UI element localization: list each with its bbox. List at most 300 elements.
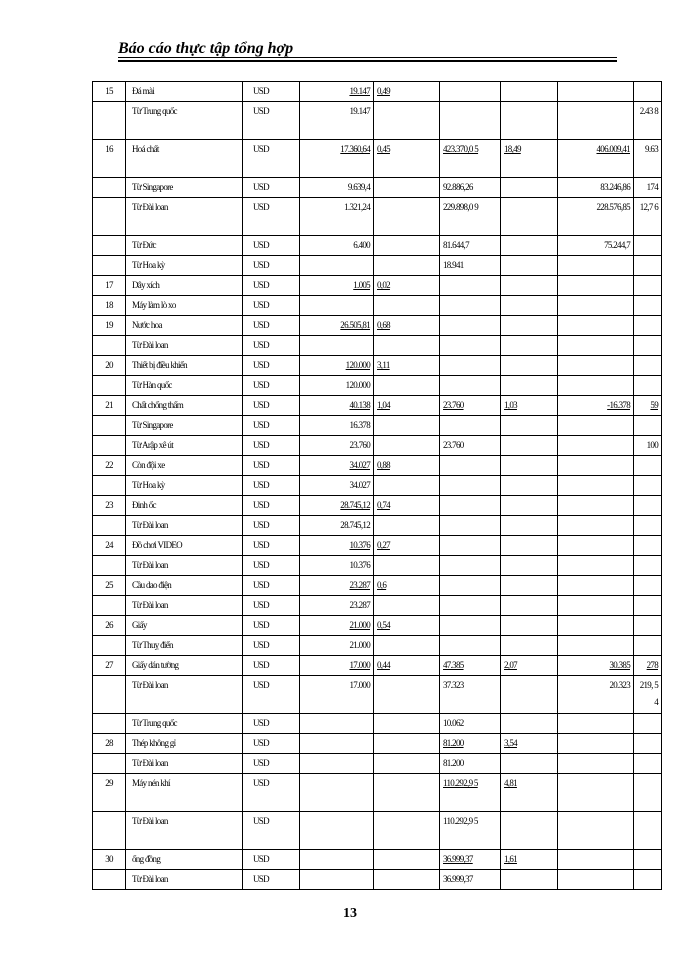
value-1-cell <box>300 714 374 734</box>
percent-1-cell: 0,27 <box>374 536 440 556</box>
value-1-cell <box>300 774 374 812</box>
row-number-cell <box>93 516 126 536</box>
ratio-cell <box>634 516 662 536</box>
ratio-cell <box>634 596 662 616</box>
import-data-table <box>92 81 662 890</box>
percent-1-cell <box>374 596 440 616</box>
ratio-cell <box>634 714 662 734</box>
percent-2-cell <box>501 178 558 198</box>
percent-1-cell <box>374 336 440 356</box>
table-row <box>93 576 662 596</box>
item-name-cell: Đinh ốc <box>126 496 243 516</box>
row-number-cell: 16 <box>93 140 126 178</box>
value-2-cell <box>440 296 501 316</box>
value-1-cell <box>300 296 374 316</box>
percent-1-cell <box>374 556 440 576</box>
item-name-cell: Đồ chơi VIDEO <box>126 536 243 556</box>
value-1-cell: 1.005 <box>300 276 374 296</box>
value-2-cell: 423.370,0 5 <box>440 140 501 178</box>
value-3-cell <box>558 476 634 496</box>
table-row <box>93 396 662 416</box>
item-name-cell: Chất chống thấm <box>126 396 243 416</box>
percent-1-cell <box>374 256 440 276</box>
percent-1-cell <box>374 476 440 496</box>
unit-cell: USD <box>243 556 300 576</box>
value-1-cell: 28.745,12 <box>300 516 374 536</box>
item-name-cell: Từ Đài loan <box>126 198 243 236</box>
table-row <box>93 656 662 676</box>
value-3-cell <box>558 436 634 456</box>
item-name-cell: Từ Hoa kỳ <box>126 256 243 276</box>
row-number-cell: 27 <box>93 656 126 676</box>
unit-cell: USD <box>243 596 300 616</box>
value-2-cell <box>440 102 501 140</box>
row-number-cell <box>93 336 126 356</box>
value-1-cell <box>300 754 374 774</box>
value-1-cell: 6.400 <box>300 236 374 256</box>
item-name-cell: ống đồng <box>126 850 243 870</box>
value-3-cell: 406.009,41 <box>558 140 634 178</box>
value-1-cell <box>300 336 374 356</box>
item-name-cell: Từ Đài loan <box>126 556 243 576</box>
percent-2-cell <box>501 82 558 102</box>
table-row <box>93 536 662 556</box>
percent-2-cell <box>501 596 558 616</box>
table-row <box>93 296 662 316</box>
row-number-cell <box>93 812 126 850</box>
table-row <box>93 316 662 336</box>
table-row <box>93 556 662 576</box>
unit-cell: USD <box>243 870 300 890</box>
percent-2-cell <box>501 636 558 656</box>
percent-2-cell <box>501 714 558 734</box>
unit-cell: USD <box>243 140 300 178</box>
value-3-cell <box>558 636 634 656</box>
percent-2-cell <box>501 236 558 256</box>
percent-2-cell <box>501 336 558 356</box>
row-number-cell: 28 <box>93 734 126 754</box>
item-name-cell: Từ Thuỵ điển <box>126 636 243 656</box>
percent-2-cell <box>501 316 558 336</box>
value-2-cell: 36.999,37 <box>440 850 501 870</box>
value-1-cell: 23.760 <box>300 436 374 456</box>
row-number-cell <box>93 714 126 734</box>
value-3-cell <box>558 714 634 734</box>
percent-2-cell <box>501 496 558 516</box>
row-number-cell <box>93 256 126 276</box>
percent-2-cell <box>501 812 558 850</box>
table-row <box>93 336 662 356</box>
ratio-cell <box>634 774 662 812</box>
table-row <box>93 616 662 636</box>
percent-2-cell <box>501 356 558 376</box>
table-row <box>93 734 662 754</box>
unit-cell: USD <box>243 456 300 476</box>
ratio-cell <box>634 336 662 356</box>
value-3-cell: 75.244,7 <box>558 236 634 256</box>
unit-cell: USD <box>243 198 300 236</box>
row-number-cell: 20 <box>93 356 126 376</box>
percent-1-cell <box>374 516 440 536</box>
value-3-cell <box>558 416 634 436</box>
value-2-cell <box>440 336 501 356</box>
percent-1-cell <box>374 236 440 256</box>
table-body <box>93 82 662 890</box>
value-1-cell <box>300 870 374 890</box>
value-3-cell: 20.323 <box>558 676 634 714</box>
percent-1-cell <box>374 714 440 734</box>
ratio-cell: 219, 54 <box>634 676 662 714</box>
percent-2-cell <box>501 870 558 890</box>
item-name-cell: Thiết bị điều khiển <box>126 356 243 376</box>
percent-1-cell <box>374 416 440 436</box>
value-3-cell <box>558 576 634 596</box>
unit-cell: USD <box>243 356 300 376</box>
value-2-cell: 92.886,26 <box>440 178 501 198</box>
table-row <box>93 456 662 476</box>
page-header-title: Báo cáo thực tập tổng hợp <box>118 40 294 57</box>
value-3-cell <box>558 316 634 336</box>
percent-1-cell <box>374 436 440 456</box>
table-row <box>93 516 662 536</box>
table-row <box>93 850 662 870</box>
value-1-cell: 21.000 <box>300 636 374 656</box>
value-1-cell: 17.000 <box>300 676 374 714</box>
item-name-cell: Giấy dán tường <box>126 656 243 676</box>
item-name-cell: Từ Hoa kỳ <box>126 476 243 496</box>
percent-2-cell: 2,07 <box>501 656 558 676</box>
ratio-cell <box>634 376 662 396</box>
ratio-cell: 174 <box>634 178 662 198</box>
table-row <box>93 276 662 296</box>
table-row <box>93 178 662 198</box>
value-1-cell: 10.376 <box>300 536 374 556</box>
percent-2-cell <box>501 536 558 556</box>
unit-cell: USD <box>243 850 300 870</box>
table-row <box>93 140 662 178</box>
value-1-cell: 16.378 <box>300 416 374 436</box>
ratio-cell: 9.63 <box>634 140 662 178</box>
row-number-cell: 15 <box>93 82 126 102</box>
table-row <box>93 754 662 774</box>
value-2-cell: 81.644,7 <box>440 236 501 256</box>
value-3-cell <box>558 734 634 754</box>
item-name-cell: Đá mài <box>126 82 243 102</box>
unit-cell: USD <box>243 774 300 812</box>
value-3-cell <box>558 870 634 890</box>
unit-cell: USD <box>243 336 300 356</box>
percent-1-cell: 0,44 <box>374 656 440 676</box>
row-number-cell <box>93 676 126 714</box>
value-3-cell <box>558 102 634 140</box>
ratio-cell <box>634 576 662 596</box>
value-2-cell: 229.898,0 9 <box>440 198 501 236</box>
value-3-cell <box>558 596 634 616</box>
percent-1-cell: 1,04 <box>374 396 440 416</box>
value-3-cell <box>558 82 634 102</box>
percent-1-cell <box>374 636 440 656</box>
unit-cell: USD <box>243 812 300 850</box>
value-3-cell <box>558 456 634 476</box>
ratio-cell: 100 <box>634 436 662 456</box>
value-3-cell <box>558 536 634 556</box>
row-number-cell: 29 <box>93 774 126 812</box>
value-2-cell: 81.200 <box>440 734 501 754</box>
percent-1-cell: 0,02 <box>374 276 440 296</box>
percent-2-cell <box>501 296 558 316</box>
row-number-cell <box>93 636 126 656</box>
item-name-cell: Dây xích <box>126 276 243 296</box>
value-1-cell: 120.000 <box>300 376 374 396</box>
ratio-cell <box>634 496 662 516</box>
value-2-cell: 10.062 <box>440 714 501 734</box>
header-rule <box>118 57 617 58</box>
value-3-cell <box>558 356 634 376</box>
value-1-cell <box>300 256 374 276</box>
value-2-cell <box>440 456 501 476</box>
item-name-cell: Từ Trung quốc <box>126 714 243 734</box>
row-number-cell: 22 <box>93 456 126 476</box>
percent-2-cell <box>501 754 558 774</box>
table-row <box>93 82 662 102</box>
row-number-cell: 17 <box>93 276 126 296</box>
row-number-cell <box>93 376 126 396</box>
table-row <box>93 596 662 616</box>
row-number-cell: 18 <box>93 296 126 316</box>
table-row <box>93 714 662 734</box>
item-name-cell: Cầu dao điện <box>126 576 243 596</box>
value-2-cell <box>440 636 501 656</box>
header-rule-thick <box>118 60 617 62</box>
row-number-cell <box>93 870 126 890</box>
percent-1-cell: 3,11 <box>374 356 440 376</box>
value-2-cell <box>440 476 501 496</box>
table-row <box>93 416 662 436</box>
unit-cell: USD <box>243 102 300 140</box>
ratio-cell <box>634 636 662 656</box>
unit-cell: USD <box>243 316 300 336</box>
value-3-cell <box>558 754 634 774</box>
percent-2-cell <box>501 436 558 456</box>
percent-2-cell <box>501 416 558 436</box>
percent-2-cell <box>501 556 558 576</box>
value-2-cell <box>440 516 501 536</box>
value-1-cell: 17.360,64 <box>300 140 374 178</box>
value-3-cell <box>558 850 634 870</box>
unit-cell: USD <box>243 496 300 516</box>
row-number-cell <box>93 556 126 576</box>
table-row <box>93 676 662 714</box>
value-1-cell: 23.287 <box>300 596 374 616</box>
percent-2-cell <box>501 456 558 476</box>
unit-cell: USD <box>243 714 300 734</box>
table-row <box>93 436 662 456</box>
ratio-cell <box>634 316 662 336</box>
percent-1-cell <box>374 754 440 774</box>
table-row <box>93 256 662 276</box>
ratio-cell: 12,7 6 <box>634 198 662 236</box>
unit-cell: USD <box>243 616 300 636</box>
percent-1-cell <box>374 812 440 850</box>
percent-2-cell: 3,54 <box>501 734 558 754</box>
page-number: 13 <box>343 906 357 921</box>
value-2-cell: 110.292,9 5 <box>440 812 501 850</box>
table-row <box>93 356 662 376</box>
unit-cell: USD <box>243 376 300 396</box>
table-row <box>93 376 662 396</box>
percent-2-cell <box>501 576 558 596</box>
item-name-cell: Từ Trung quốc <box>126 102 243 140</box>
unit-cell: USD <box>243 276 300 296</box>
value-1-cell <box>300 850 374 870</box>
table-row <box>93 870 662 890</box>
unit-cell: USD <box>243 516 300 536</box>
value-1-cell: 23.287 <box>300 576 374 596</box>
value-3-cell: 83.246,86 <box>558 178 634 198</box>
value-2-cell <box>440 376 501 396</box>
value-3-cell <box>558 616 634 636</box>
item-name-cell: Từ Singapore <box>126 178 243 198</box>
percent-1-cell <box>374 870 440 890</box>
value-3-cell <box>558 296 634 316</box>
value-2-cell <box>440 276 501 296</box>
ratio-cell <box>634 236 662 256</box>
value-1-cell: 10.376 <box>300 556 374 576</box>
ratio-cell <box>634 556 662 576</box>
table-row <box>93 496 662 516</box>
percent-1-cell <box>374 296 440 316</box>
percent-2-cell <box>501 676 558 714</box>
percent-2-cell: 1,61 <box>501 850 558 870</box>
unit-cell: USD <box>243 536 300 556</box>
percent-2-cell: 1,03 <box>501 396 558 416</box>
item-name-cell: Từ Đức <box>126 236 243 256</box>
value-3-cell <box>558 336 634 356</box>
item-name-cell: Máy làm lò xo <box>126 296 243 316</box>
ratio-cell <box>634 82 662 102</box>
percent-2-cell <box>501 276 558 296</box>
percent-1-cell <box>374 676 440 714</box>
row-number-cell: 23 <box>93 496 126 516</box>
value-2-cell: 23.760 <box>440 436 501 456</box>
value-1-cell: 17.000 <box>300 656 374 676</box>
value-2-cell <box>440 536 501 556</box>
ratio-cell <box>634 754 662 774</box>
value-3-cell <box>558 812 634 850</box>
unit-cell: USD <box>243 676 300 714</box>
ratio-cell <box>634 476 662 496</box>
ratio-cell: 278 <box>634 656 662 676</box>
table-row <box>93 636 662 656</box>
unit-cell: USD <box>243 416 300 436</box>
row-number-cell: 25 <box>93 576 126 596</box>
value-3-cell: 30.385 <box>558 656 634 676</box>
row-number-cell <box>93 436 126 456</box>
value-2-cell <box>440 82 501 102</box>
ratio-cell: 59 <box>634 396 662 416</box>
ratio-cell <box>634 356 662 376</box>
value-2-cell <box>440 556 501 576</box>
item-name-cell: Từ Singapore <box>126 416 243 436</box>
percent-1-cell: 0,88 <box>374 456 440 476</box>
percent-1-cell <box>374 198 440 236</box>
row-number-cell <box>93 198 126 236</box>
percent-1-cell <box>374 774 440 812</box>
ratio-cell <box>634 616 662 636</box>
value-3-cell <box>558 774 634 812</box>
value-2-cell <box>440 616 501 636</box>
percent-1-cell: 0,45 <box>374 140 440 178</box>
value-2-cell: 47.385 <box>440 656 501 676</box>
percent-2-cell <box>501 376 558 396</box>
item-name-cell: Máy nén khí <box>126 774 243 812</box>
value-1-cell <box>300 734 374 754</box>
value-3-cell <box>558 276 634 296</box>
unit-cell: USD <box>243 396 300 416</box>
value-3-cell: -16.378 <box>558 396 634 416</box>
table-row <box>93 812 662 850</box>
value-2-cell: 81.200 <box>440 754 501 774</box>
value-1-cell: 9.639,4 <box>300 178 374 198</box>
percent-2-cell <box>501 256 558 276</box>
value-3-cell <box>558 376 634 396</box>
ratio-cell <box>634 850 662 870</box>
percent-1-cell: 0,54 <box>374 616 440 636</box>
value-2-cell <box>440 576 501 596</box>
percent-1-cell <box>374 734 440 754</box>
percent-1-cell: 0,6 <box>374 576 440 596</box>
percent-2-cell <box>501 102 558 140</box>
table-row <box>93 774 662 812</box>
table-row <box>93 198 662 236</box>
value-2-cell: 37.323 <box>440 676 501 714</box>
ratio-cell <box>634 536 662 556</box>
unit-cell: USD <box>243 636 300 656</box>
percent-1-cell: 0,49 <box>374 82 440 102</box>
row-number-cell: 26 <box>93 616 126 636</box>
value-3-cell <box>558 556 634 576</box>
unit-cell: USD <box>243 82 300 102</box>
value-2-cell: 110.292,9 5 <box>440 774 501 812</box>
percent-1-cell <box>374 376 440 396</box>
item-name-cell: Từ Đài loan <box>126 754 243 774</box>
value-2-cell: 23.760 <box>440 396 501 416</box>
ratio-cell <box>634 296 662 316</box>
item-name-cell: Từ Đài loan <box>126 870 243 890</box>
row-number-cell <box>93 596 126 616</box>
row-number-cell <box>93 178 126 198</box>
item-name-cell: Thép không gỉ <box>126 734 243 754</box>
unit-cell: USD <box>243 656 300 676</box>
percent-2-cell: 4,81 <box>501 774 558 812</box>
percent-2-cell <box>501 616 558 636</box>
item-name-cell: Từ Arập xê út <box>126 436 243 456</box>
percent-2-cell: 18,49 <box>501 140 558 178</box>
row-number-cell <box>93 102 126 140</box>
table-row <box>93 476 662 496</box>
row-number-cell: 19 <box>93 316 126 336</box>
item-name-cell: Từ Đài loan <box>126 596 243 616</box>
value-3-cell: 228.576,85 <box>558 198 634 236</box>
unit-cell: USD <box>243 754 300 774</box>
row-number-cell: 21 <box>93 396 126 416</box>
ratio-cell: 2.43 8 <box>634 102 662 140</box>
row-number-cell: 24 <box>93 536 126 556</box>
value-1-cell: 26.505,81 <box>300 316 374 336</box>
item-name-cell: Từ Đài loan <box>126 336 243 356</box>
ratio-cell <box>634 456 662 476</box>
ratio-cell <box>634 256 662 276</box>
